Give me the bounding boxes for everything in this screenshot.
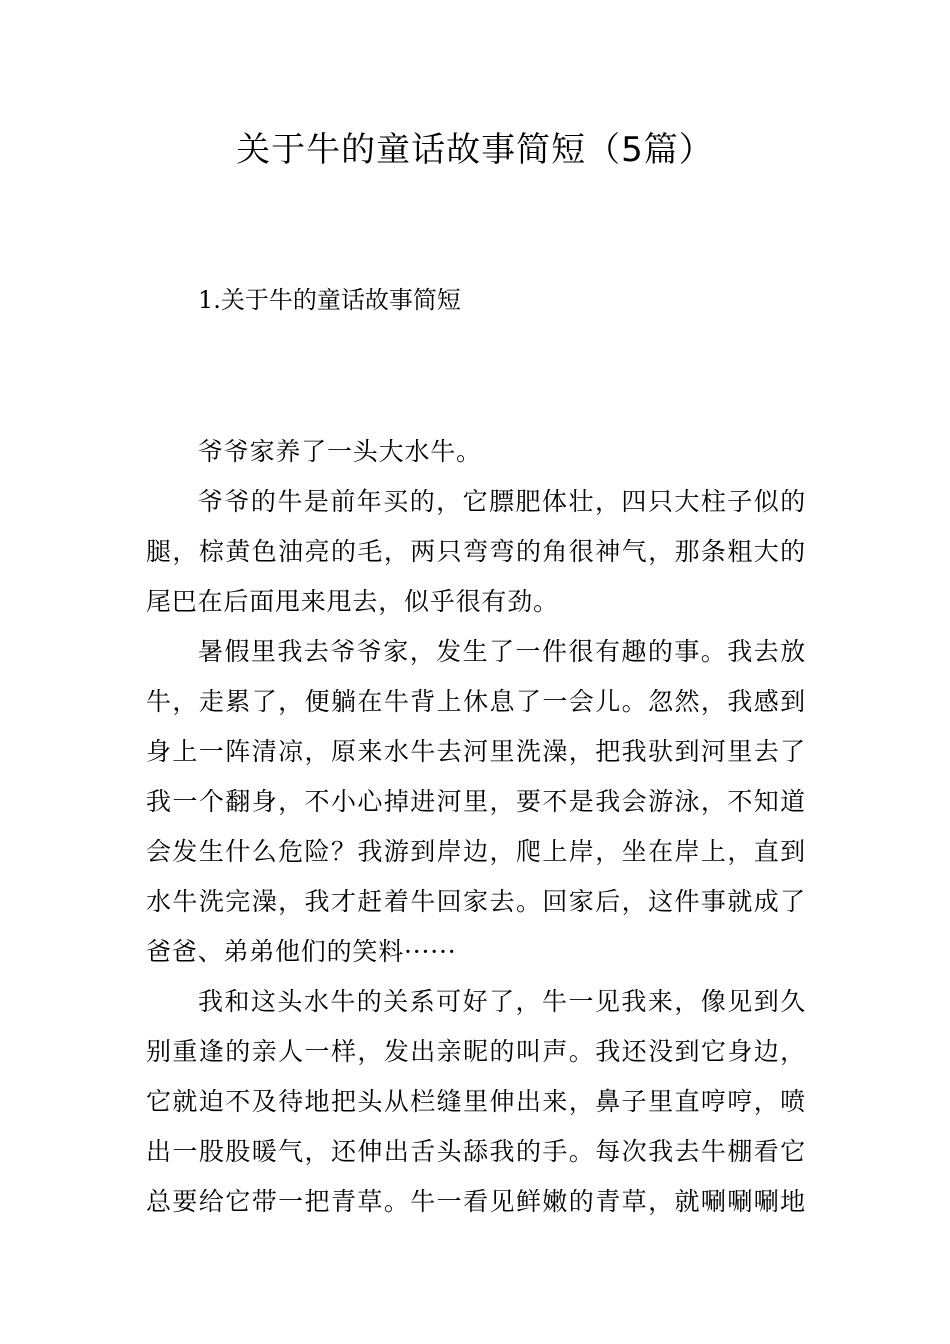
paragraph-line: 爸爸、弟弟他们的笑料······ [146,937,457,966]
section-heading: 1.关于牛的童话故事简短 [198,286,461,314]
paragraph-line: 腿，棕黄色油亮的毛，两只弯弯的角很神气，那条粗大的 [146,537,806,566]
paragraph-line: 尾巴在后面甩来甩去，似乎很有劲。 [146,587,559,616]
paragraph-line: 总要给它带一把青草。牛一看见鲜嫩的青草，就唰唰唰地 [146,1187,806,1216]
paragraph-line: 暑假里我去爷爷家，发生了一件很有趣的事。我去放 [198,637,806,666]
paragraph-line: 水牛洗完澡，我才赶着牛回家去。回家后，这件事就成了 [146,887,806,916]
paragraph-line: 我和这头水牛的关系可好了，牛一见我来，像见到久 [198,987,806,1016]
paragraph-line: 出一股股暖气，还伸出舌头舔我的手。每次我去牛棚看它 [146,1137,806,1166]
paragraph-line: 我一个翻身，不小心掉进河里，要不是我会游泳，不知道 [146,787,806,816]
paragraph-line: 身上一阵清凉，原来水牛去河里洗澡，把我驮到河里去了 [146,737,806,766]
paragraph-line: 会发生什么危险？我游到岸边，爬上岸，坐在岸上，直到 [146,837,806,866]
body-text [146,427,806,1227]
paragraph-line: 爷爷家养了一头大水牛。 [198,437,482,466]
document-title: 关于牛的童话故事简短（5篇） [236,130,714,170]
paragraph-line: 爷爷的牛是前年买的，它膘肥体壮，四只大柱子似的 [198,487,806,516]
paragraph-line: 别重逢的亲人一样，发出亲昵的叫声。我还没到它身边， [146,1037,806,1066]
paragraph-line: 它就迫不及待地把头从栏缝里伸出来，鼻子里直哼哼，喷 [146,1087,806,1116]
paragraph-line: 牛，走累了，便躺在牛背上休息了一会儿。忽然，我感到 [146,687,806,716]
